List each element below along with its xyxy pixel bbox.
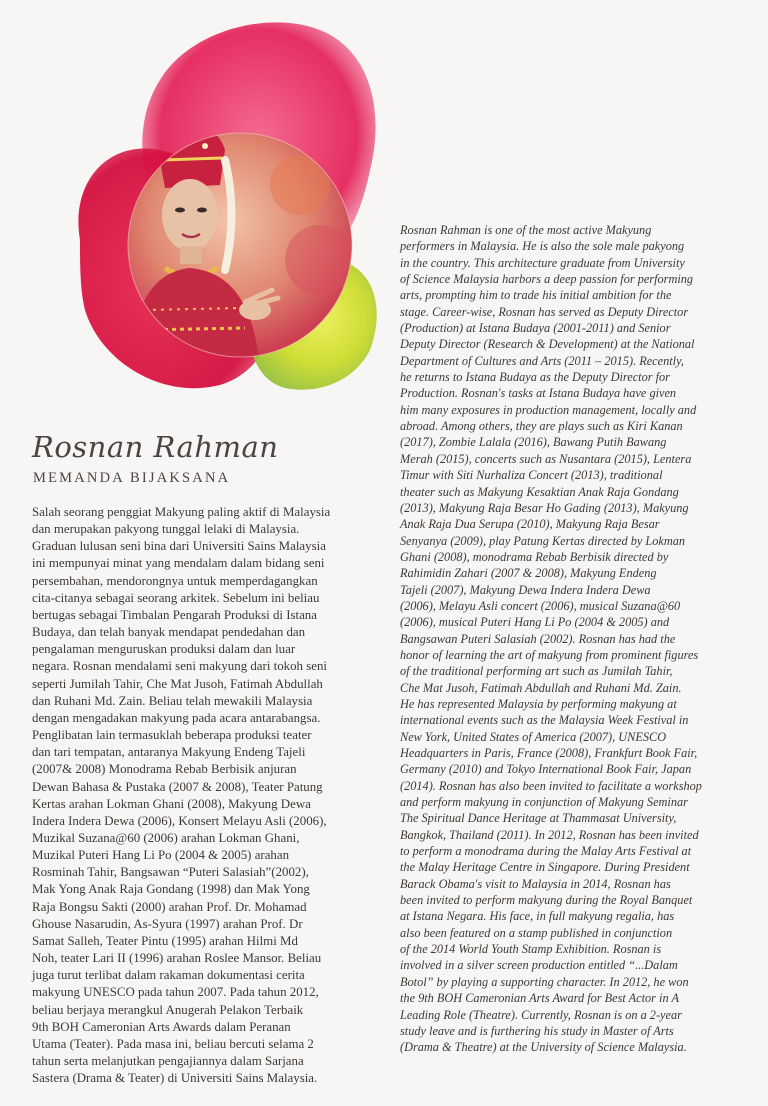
bio-english-line: international events such as the Malaysia Week Festival in	[400, 713, 689, 728]
bio-english-line: arts, prompting him to trade his initial ambition for the	[400, 288, 672, 303]
bio-english-line: he returns to Istana Budaya as the Deputy Director for	[400, 370, 670, 385]
watercolor-blobs	[40, 10, 390, 410]
bio-english-line: (Drama & Theatre) at the University of Science Malaysia.	[400, 1040, 687, 1055]
bio-english-line: Bangsawan Puteri Salasiah (2002). Rosnan has had the	[400, 631, 676, 646]
bio-english-line: Botol” by playing a supporting character. In 2012, he won	[400, 974, 689, 989]
bio-malay-line: Indera Indera Dewa (2006), Konsert Melayu Asli (2006),	[32, 813, 327, 828]
bio-english-line: of the traditional performing art such as Jumilah Tahir,	[400, 664, 673, 679]
bio-malay-line: Penglibatan lain termasuklah beberapa produksi teater	[32, 728, 312, 743]
bio-english-line: of the 2014 World Youth Stamp Exhibition. Rosnan is	[400, 942, 662, 957]
bio-malay-line: cita-citanya sebagai seorang arkitek. Sebelum ini beliau	[32, 590, 320, 605]
bio-english-line: Rosnan Rahman is one of the most active Makyung	[400, 223, 652, 237]
bio-english-line: The Spiritual Dance Heritage at Thammasat University,	[400, 811, 677, 826]
bio-english-line: been invited to perform makyung during the Royal Banquet	[400, 893, 693, 908]
bio-english-line: and perform makyung in conjunction of Makyung Seminar	[400, 795, 688, 810]
bio-malay-line: makyung UNESCO pada tahun 2007. Pada tahun 2012,	[32, 985, 319, 1000]
bio-malay-line: Muzikal Puteri Hang Li Po (2004 & 2005) arahan	[32, 848, 290, 863]
bio-english-line: him many exposures in production management, locally and	[400, 402, 697, 417]
bio-english-line: in the country. This architecture graduate from University	[400, 255, 685, 270]
bio-english-line: Germany (2010) and Tokyo International Book Fair, Japan	[400, 762, 692, 777]
bio-malay-line: dengan mengadakan makyung pada acara antarabangsa.	[32, 710, 321, 725]
bio-english	[400, 222, 750, 1056]
bio-malay-line: tahun serta melanjutkan pengajiannya dalam Sarjana	[32, 1054, 304, 1068]
bio-english-line: study leave and is furthering his study in Master of Arts	[400, 1023, 674, 1038]
bio-english-line: involved in a silver screen production entitled “...Dalam	[400, 958, 678, 973]
portrait-artwork	[40, 10, 390, 410]
bio-english-line: the 9th BOH Cameronian Arts Award for Best Actor in A	[400, 991, 679, 1006]
bio-english-line: Department of Cultures and Arts (2011 – 2015). Recently,	[400, 353, 684, 368]
bio-malay-line: negara. Rosnan mendalami seni makyung dari tokoh seni	[32, 659, 327, 674]
bio-malay-line: Raja Bongsu Sakti (2000) arahan Prof. Dr. Mohamad	[32, 899, 307, 914]
bio-english-line: Bangkok, Thailand (2011). In 2012, Rosnan has been invited	[400, 827, 699, 842]
bio-malay-line: dan Ruhani Md. Zain. Beliau telah mewakili Malaysia	[32, 693, 313, 708]
bio-english-line: Production. Rosnan's tasks at Istana Budaya have given	[400, 386, 677, 401]
bio-malay-line: ini mempunyai minat yang mendalam dalam bidang seni	[32, 556, 325, 571]
bio-english-line: of Science Malaysia harbors a deep passion for performing	[400, 272, 694, 287]
bio-english-line: performers in Malaysia. He is also the sole male pakyong	[400, 239, 685, 254]
performer-name: Rosnan Rahman	[32, 430, 279, 464]
bio-english-line: (Production) at Istana Budaya (2001-2011) and Senior	[400, 321, 671, 336]
bio-english-line: He has represented Malaysia by performing makyung at	[400, 696, 677, 711]
bio-malay-line: (2007& 2008) Monodrama Rebab Berbisik anjuran	[32, 762, 297, 777]
bio-english-line: Merah (2015), concerts such as Nusantara (2015), Lentera	[400, 451, 692, 466]
bio-english-line: (2006), Melayu Asli concert (2006), musical Suzana@60	[400, 598, 681, 613]
bio-english-line: (2013), Makyung Raja Besar Ho Gading (2013), Makyung	[400, 500, 689, 515]
bio-malay-line: 9th BOH Cameronian Arts Awards dalam Peranan	[32, 1019, 291, 1034]
bio-malay-line: juga turut terlibat dalam rakaman dokumentasi cerita	[32, 968, 305, 983]
bio-english-line: Che Mat Jusoh, Fatimah Abdullah and Ruhani Md. Zain.	[400, 680, 682, 695]
bio-english-line: Tajeli (2007), Makyung Dewa Indera Indera Dewa	[400, 582, 651, 597]
bio-malay-line: Dewan Bahasa & Pustaka (2007 & 2008), Teater Patung	[32, 779, 323, 794]
bio-english-line: Senyanya (2009), play Patung Kertas directed by Lokman	[400, 533, 686, 548]
bio-malay-line: pengalaman menguruskan produksi dalam dan luar	[32, 642, 296, 657]
bio-english-line: (2017), Zombie Lalala (2016), Bawang Putih Bawang	[400, 435, 667, 450]
bio-english-line: Timur with Siti Nurhaliza Concert (2013), traditional	[400, 468, 663, 483]
bio-english-line: also been featured on a stamp published in conjunction	[400, 925, 673, 940]
bio-english-line: (2014). Rosnan has also been invited to facilitate a workshop	[400, 778, 702, 793]
bio-malay-line: Salah seorang penggiat Makyung paling aktif di Malaysia	[32, 505, 331, 519]
bio-malay-line: Sastera (Drama & Teater) di Universiti Sains Malaysia.	[32, 1071, 318, 1086]
bio-malay-line: Muzikal Suzana@60 (2006) arahan Lokman Ghani,	[32, 830, 300, 845]
bio-malay-line: bertugas sebagai Timbalan Pengarah Produksi di Istana	[32, 607, 317, 622]
bio-english-line: Headquarters in Paris, France (2008), Frankfurt Book Fair,	[400, 746, 698, 760]
bio-english-line: Ghani (2008), monodrama Rebab Berbisik directed by	[400, 549, 669, 564]
bio-english-line: New York, United States of America (2007), UNESCO	[400, 729, 667, 744]
bio-malay-line: Budaya, dan telah banyak mendapat pendedahan dan	[32, 625, 306, 640]
bio-malay-line: Rosminah Tahir, Bangsawan “Puteri Salasiah”(2002),	[32, 865, 309, 880]
bio-malay-line: persembahan, mendorongnya untuk memperdagangkan	[32, 573, 318, 588]
bio-malay-line: seperti Jumilah Tahir, Che Mat Jusoh, Fatimah Abdullah	[32, 676, 323, 691]
bio-english-line: theater such as Makyung Kesaktian Anak Raja Gondang	[400, 484, 679, 499]
bio-english-line: the Malay Heritage Centre in Singapore. During President	[400, 860, 690, 875]
bio-malay-line: Noh, teater Lari II (1996) arahan Roslee Mansor. Beliau	[32, 951, 322, 966]
bio-english-line: Barack Obama's visit to Malaysia in 2014, Rosnan has	[400, 876, 671, 891]
bio-english-line: Leading Role (Theatre). Currently, Rosnan is on a 2-year	[400, 1007, 682, 1022]
bio-malay-line: Utama (Teater). Pada masa ini, beliau bercuti selama 2	[32, 1036, 314, 1051]
bio-english-line: Anak Raja Dua Serupa (2010), Makyung Raja Besar	[400, 517, 660, 532]
bio-malay-line: dan merupakan pakyong tunggal lelaki di Malaysia.	[32, 522, 300, 537]
bio-malay-line: Graduan lulusan seni bina dari Universiti Sains Malaysia	[32, 539, 326, 554]
bio-malay-line: Kertas arahan Lokman Ghani (2008), Makyung Dewa	[32, 796, 311, 811]
bio-english-line: Deputy Director (Research & Development) at the National	[400, 337, 695, 352]
bio-malay	[32, 504, 388, 1087]
bio-english-line: honor of learning the art of makyung from prominent figures	[400, 647, 699, 662]
bio-malay-line: dan tari tempatan, antaranya Makyung Endeng Tajeli	[32, 745, 306, 760]
bio-malay-line: Mak Yong Anak Raja Gondang (1998) dan Mak Yong	[32, 882, 310, 897]
bio-english-line: (2006), musical Puteri Hang Li Po (2004 & 2005) and	[400, 615, 670, 630]
bio-english-line: abroad. Among others, they are plays such as Kiri Kanan	[400, 419, 683, 434]
bio-malay-line: beliau berjaya merangkul Anugerah Pelakon Terbaik	[32, 1002, 304, 1017]
bio-english-line: to perform a monodrama during the Malay Arts Festival at	[400, 844, 692, 859]
performer-role: MEMANDA BIJAKSANA	[33, 470, 231, 486]
bio-english-line: at Istana Negara. His face, in full makyung regalia, has	[400, 909, 675, 924]
bio-malay-line: Samat Salleh, Teater Pintu (1995) arahan Hilmi Md	[32, 933, 298, 948]
bio-english-line: Rahimidin Zahari (2007 & 2008), Makyung Endeng	[400, 566, 657, 581]
bio-english-line: stage. Career-wise, Rosnan has served as Deputy Director	[400, 304, 689, 319]
bio-malay-line: Ghouse Nasarudin, As-Syura (1997) arahan Prof. Dr	[32, 916, 303, 931]
